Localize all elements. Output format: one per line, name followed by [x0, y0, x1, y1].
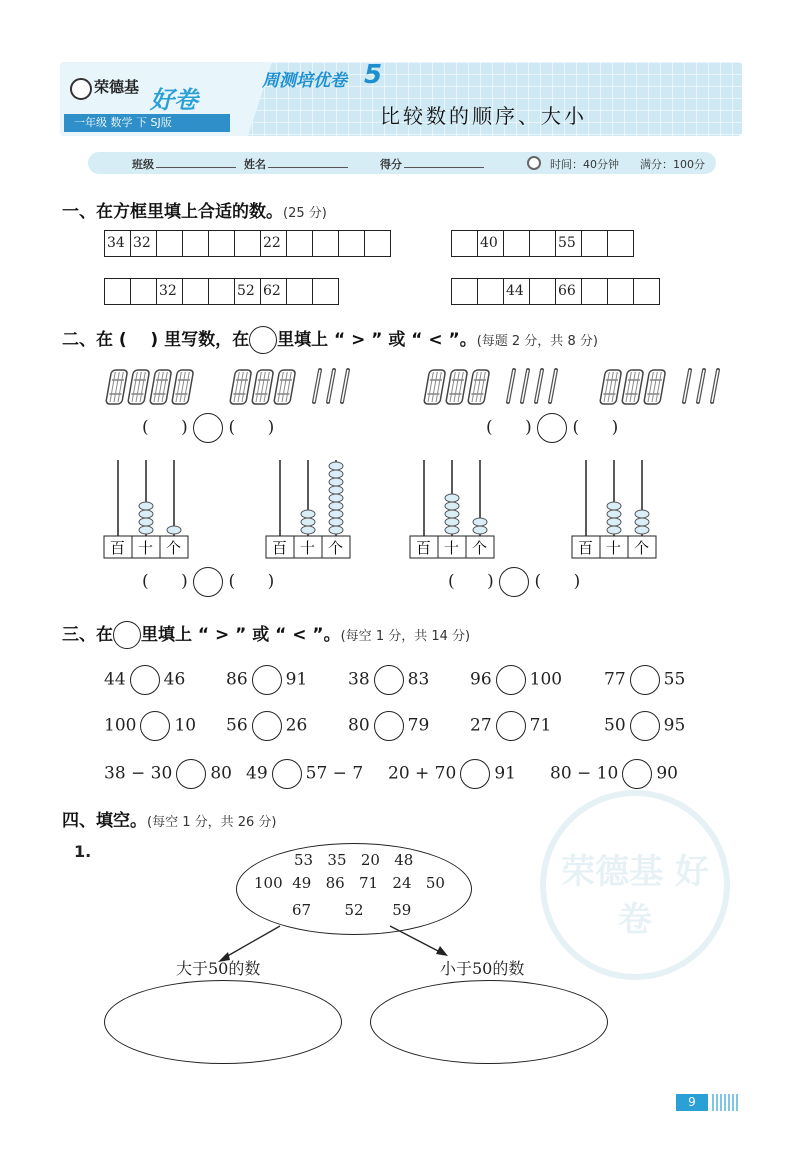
grade-label: 一年级 数学 下 SJ版 [64, 114, 230, 132]
answer-row-bundles-1[interactable]: ( ) ( ) [142, 413, 274, 443]
abacus-3 [410, 460, 494, 558]
compare-item[interactable]: 80 79 [348, 711, 429, 741]
compare-circle[interactable] [374, 665, 404, 695]
circle-icon [249, 326, 277, 354]
alarm-clock-icon [527, 156, 541, 170]
compare-circle[interactable] [499, 567, 529, 597]
score-field[interactable]: 得分 [380, 156, 484, 172]
box-cell[interactable] [183, 230, 209, 257]
compare-item[interactable]: 77 55 [604, 665, 685, 695]
box-cell: 55 [556, 230, 582, 257]
box-cell[interactable] [235, 230, 261, 257]
compare-item[interactable]: 56 26 [226, 711, 307, 741]
time-label: 时间：40分钟 [550, 158, 619, 171]
box-cell: 34 [105, 230, 131, 257]
compare-circle[interactable] [140, 711, 170, 741]
abacus-label-ones: 个 [166, 539, 182, 557]
box-cell[interactable] [209, 278, 235, 305]
box-row-3[interactable] [104, 278, 339, 305]
svg-text:百: 百 [416, 539, 432, 557]
compare-item[interactable]: 86 91 [226, 665, 307, 695]
compare-circle[interactable] [193, 413, 223, 443]
question-1-label: 1. [74, 842, 92, 861]
compare-item[interactable]: 38 83 [348, 665, 429, 695]
compare-circle[interactable] [374, 711, 404, 741]
bundle-group-1 [106, 370, 194, 404]
box-cell[interactable] [365, 230, 391, 257]
box-cell[interactable] [530, 230, 556, 257]
compare-item[interactable]: 50 95 [604, 711, 685, 741]
arrow-right-icon [436, 946, 448, 956]
box-cell: 22 [261, 230, 287, 257]
compare-circle[interactable] [193, 567, 223, 597]
compare-item[interactable]: 38 − 30 80 [104, 759, 232, 789]
abacus-2 [266, 460, 350, 558]
section-1-title: 一、在方框里填上合适的数。(25 分) [62, 202, 327, 222]
svg-text:个: 个 [328, 539, 344, 557]
box-cell[interactable] [339, 230, 365, 257]
box-cell[interactable] [131, 278, 157, 305]
circle-icon [113, 621, 141, 649]
full-score-label: 满分：100分 [640, 158, 705, 171]
box-cell[interactable] [157, 230, 183, 257]
bundles-illustration [100, 364, 740, 408]
box-cell[interactable] [582, 230, 608, 257]
box-cell[interactable] [209, 230, 235, 257]
number-set-row-2: 100 49 86 71 24 50 [254, 874, 445, 892]
page-number: 9 [676, 1094, 708, 1111]
page-decoration [712, 1094, 738, 1111]
number-set-row-1: 53 35 20 48 [294, 851, 414, 869]
less-than-50-label: 小于50的数 [440, 959, 525, 978]
abacus-illustrations [100, 456, 660, 560]
box-cell[interactable] [105, 278, 131, 305]
brand-subtitle: 好卷 [150, 86, 198, 114]
bundle-group-3 [424, 370, 556, 404]
box-cell[interactable] [608, 278, 634, 305]
exam-title: 周测培优卷 [262, 71, 347, 91]
compare-circle[interactable] [496, 711, 526, 741]
box-cell: 52 [235, 278, 261, 305]
compare-circle[interactable] [252, 665, 282, 695]
compare-circle[interactable] [496, 665, 526, 695]
svg-text:十: 十 [300, 539, 316, 557]
compare-circle[interactable] [537, 413, 567, 443]
compare-item[interactable]: 96 100 [470, 665, 562, 695]
section-2-title: 二、在 ( ) 里写数，在 里填上 “ > ” 或 “ < ”。(每题 2 分，共 8 分) [62, 325, 598, 354]
compare-item[interactable]: 44 46 [104, 665, 185, 695]
box-cell: 66 [556, 278, 582, 305]
box-cell[interactable] [582, 278, 608, 305]
box-cell[interactable] [452, 278, 478, 305]
bundle-group-2 [230, 370, 348, 404]
mascot-logo-icon [70, 78, 92, 100]
box-cell: 62 [261, 278, 287, 305]
answer-row-abacus-1[interactable]: ( ) ( ) [142, 567, 274, 597]
box-cell[interactable] [634, 278, 660, 305]
compare-circle[interactable] [622, 759, 652, 789]
exam-topic: 比较数的顺序、大小 [380, 104, 587, 128]
compare-item[interactable]: 49 57 − 7 [246, 759, 363, 789]
abacus-4 [572, 460, 656, 558]
section-4-title: 四、填空。(每空 1 分，共 26 分) [62, 811, 277, 831]
box-cell[interactable] [313, 278, 339, 305]
box-cell[interactable] [608, 230, 634, 257]
greater-answer-ellipse[interactable] [104, 980, 342, 1064]
box-cell[interactable] [504, 230, 530, 257]
section-3-title: 三、在 里填上 “ > ” 或 “ < ”。(每空 1 分，共 14 分) [62, 620, 470, 649]
abacus-label-tens: 十 [138, 539, 154, 557]
svg-text:个: 个 [634, 539, 650, 557]
compare-item[interactable]: 80 − 10 90 [550, 759, 678, 789]
box-row-4[interactable] [451, 278, 660, 305]
box-cell[interactable] [530, 278, 556, 305]
box-cell: 40 [478, 230, 504, 257]
box-cell[interactable] [183, 278, 209, 305]
watermark-logo: 荣德基 好卷 [540, 790, 730, 980]
compare-item[interactable]: 27 71 [470, 711, 551, 741]
answer-row-abacus-2[interactable]: ( ) ( ) [448, 567, 580, 597]
abacus-label-hundreds: 百 [110, 539, 126, 557]
svg-text:百: 百 [578, 539, 594, 557]
brand-name: 荣德基 [94, 78, 140, 96]
class-field[interactable]: 班级 [132, 156, 236, 172]
answer-row-bundles-2[interactable]: ( ) ( ) [486, 413, 618, 443]
bundle-group-4 [600, 370, 718, 404]
compare-item[interactable]: 100 10 [104, 711, 196, 741]
svg-text:个: 个 [472, 539, 488, 557]
compare-circle[interactable] [176, 759, 206, 789]
svg-text:十: 十 [444, 539, 460, 557]
box-cell: 44 [504, 278, 530, 305]
exam-number: 5 [364, 60, 383, 90]
number-set-row-3: 67 52 59 [292, 901, 412, 919]
svg-text:十: 十 [606, 539, 622, 557]
compare-item[interactable]: 20 + 70 91 [388, 759, 516, 789]
compare-circle[interactable] [130, 665, 160, 695]
compare-circle[interactable] [630, 711, 660, 741]
name-field[interactable]: 姓名 [244, 156, 348, 172]
box-cell: 32 [157, 278, 183, 305]
compare-circle[interactable] [252, 711, 282, 741]
compare-circle[interactable] [630, 665, 660, 695]
box-row-1[interactable] [104, 230, 391, 257]
box-cell: 32 [131, 230, 157, 257]
less-answer-ellipse[interactable] [370, 980, 608, 1064]
compare-circle[interactable] [272, 759, 302, 789]
abacus-1 [104, 460, 188, 558]
box-row-2[interactable] [451, 230, 634, 257]
info-bar [88, 152, 716, 174]
box-cell[interactable] [287, 278, 313, 305]
box-cell[interactable] [478, 278, 504, 305]
greater-than-50-label: 大于50的数 [176, 959, 261, 978]
box-cell[interactable] [452, 230, 478, 257]
box-cell[interactable] [287, 230, 313, 257]
svg-text:百: 百 [272, 539, 288, 557]
compare-circle[interactable] [460, 759, 490, 789]
box-cell[interactable] [313, 230, 339, 257]
